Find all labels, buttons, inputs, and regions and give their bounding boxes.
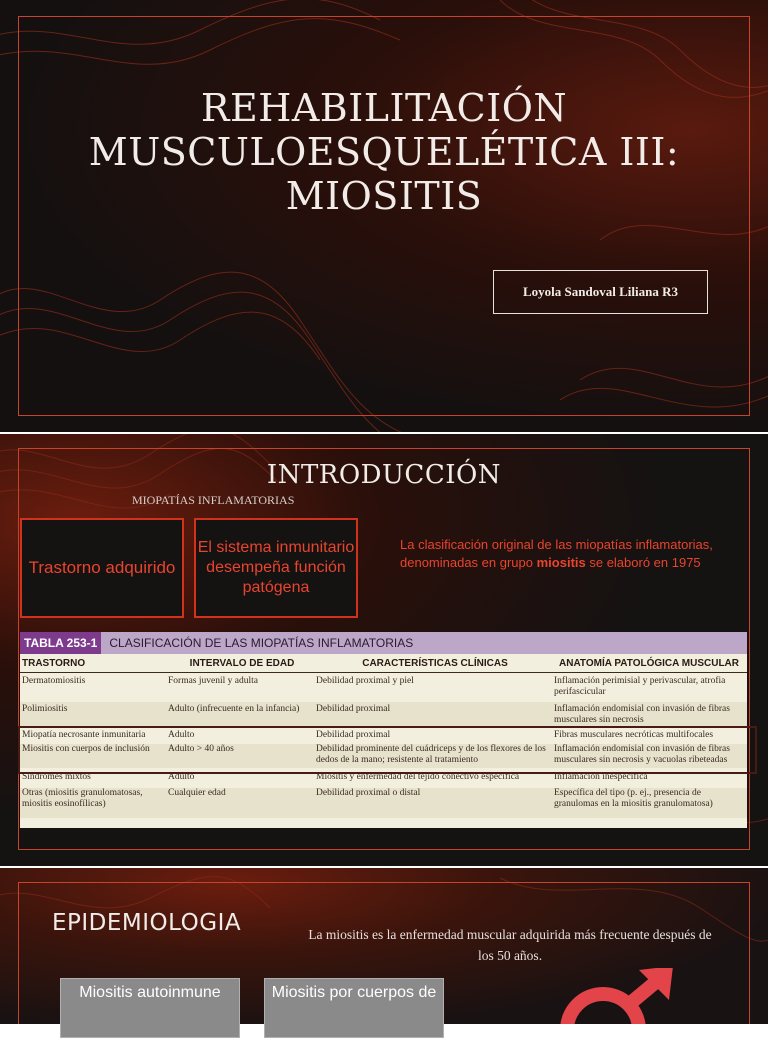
table-cell: Formas juvenil y adulta <box>168 676 258 686</box>
table-cell: Dermatomiositis <box>22 676 86 686</box>
concept-box-sistema-inmunitario <box>194 518 358 618</box>
table-header-cell: INTERVALO DE EDAD <box>189 657 295 669</box>
table-cell: Debilidad prominente del cuádriceps y de los flexores de los dedos de la mano; resistente al tratamiento <box>316 744 546 765</box>
description-text: se elaboró en 1975 <box>585 555 701 570</box>
table-header-cell: CARACTERÍSTICAS CLÍNICAS <box>362 657 508 669</box>
table-cell: Miositis y enfermedad del tejido conectivo específica <box>316 772 520 782</box>
table-cell: Otras (miositis granulomatosas, miositis eosinofílicas) <box>22 788 143 809</box>
table-cell: Inflamación perimisial y perivascular, atrofia perifascicular <box>554 676 726 697</box>
table-cell: Debilidad proximal <box>316 704 391 714</box>
concept-box-trastorno <box>20 518 184 618</box>
table-cell: Fibras musculares necróticas multifocales <box>554 730 714 740</box>
table-cell: Inflamación endomisial con invasión de fibras musculares sin necrosis y vacuolas ribeteadas <box>554 744 730 765</box>
concept-box-label: El sistema inmunitario desempeña función patógena <box>197 539 355 596</box>
description-bold: miositis <box>536 555 586 570</box>
table-row <box>20 673 747 702</box>
table-cell: Miopatía necrosante inmunitaria <box>22 730 146 740</box>
table-number: TABLA 253-1 <box>20 632 101 654</box>
table-cell: Inflamación endomisial con invasión de fibras musculares sin necrosis <box>554 704 730 725</box>
category-box-cuerpos-inclusion <box>264 978 444 1038</box>
concept-box-label: Trastorno adquirido <box>28 558 176 577</box>
male-symbol-icon <box>555 968 685 1024</box>
category-box-label: Miositis por cuerpos de <box>271 984 437 1001</box>
table-header-row <box>20 654 747 673</box>
table-header-cell: TRASTORNO <box>22 657 86 669</box>
slide-title <box>0 0 768 432</box>
table-cell: Cualquier edad <box>168 788 226 798</box>
table-row <box>20 788 747 818</box>
table-caption <box>20 632 747 654</box>
table-cell: Síndromes mixtos <box>22 772 91 782</box>
table-title: CLASIFICACIÓN DE LAS MIOPATÍAS INFLAMATORIAS <box>109 636 414 650</box>
table-row <box>20 702 747 728</box>
table-cell: Debilidad proximal <box>316 730 391 740</box>
table-cell: Polimiositis <box>22 704 68 714</box>
table-cell: Debilidad proximal o distal <box>316 788 421 798</box>
presentation-title: REHABILITACIÓN MUSCULOESQUELÉTICA III: MIOSITIS <box>88 86 680 218</box>
section-title-epidemiologia: EPIDEMIOLOGIA <box>52 910 242 936</box>
table-cell: Inflamación inespecífica <box>554 772 648 782</box>
section-title-introduccion: INTRODUCCIÓN <box>266 460 502 490</box>
category-box-autoinmune <box>60 978 240 1038</box>
table-cell: Adulto > 40 años <box>168 744 234 754</box>
author-box <box>493 270 708 314</box>
classification-description <box>400 536 730 572</box>
author-name: Loyola Sandoval Liliana R3 <box>523 284 678 299</box>
epidemiology-description: La miositis es la enfermedad muscular adquirida más frecuente después de los 50 años. <box>308 927 712 963</box>
section-subtitle: MIOPATÍAS INFLAMATORIAS <box>132 493 295 507</box>
table-cell: Adulto <box>168 772 195 782</box>
category-box-label: Miositis autoinmune <box>79 984 221 1001</box>
table-header-cell: ANATOMÍA PATOLÓGICA MUSCULAR <box>559 657 739 669</box>
table-cell: Adulto (infrecuente en la infancia) <box>168 704 300 714</box>
table-cell: Miositis con cuerpos de inclusión <box>22 744 150 754</box>
table-highlight-box <box>18 726 757 774</box>
table-cell: Específica del tipo (p. ej., presencia de granulomas en la miositis granulomatosa) <box>554 788 713 809</box>
description-text: La clasificación original de las miopatías inflamatorias, denominadas en grupo <box>400 537 713 570</box>
table-cell: Adulto <box>168 730 195 740</box>
table-cell: Debilidad proximal y piel <box>316 676 414 686</box>
